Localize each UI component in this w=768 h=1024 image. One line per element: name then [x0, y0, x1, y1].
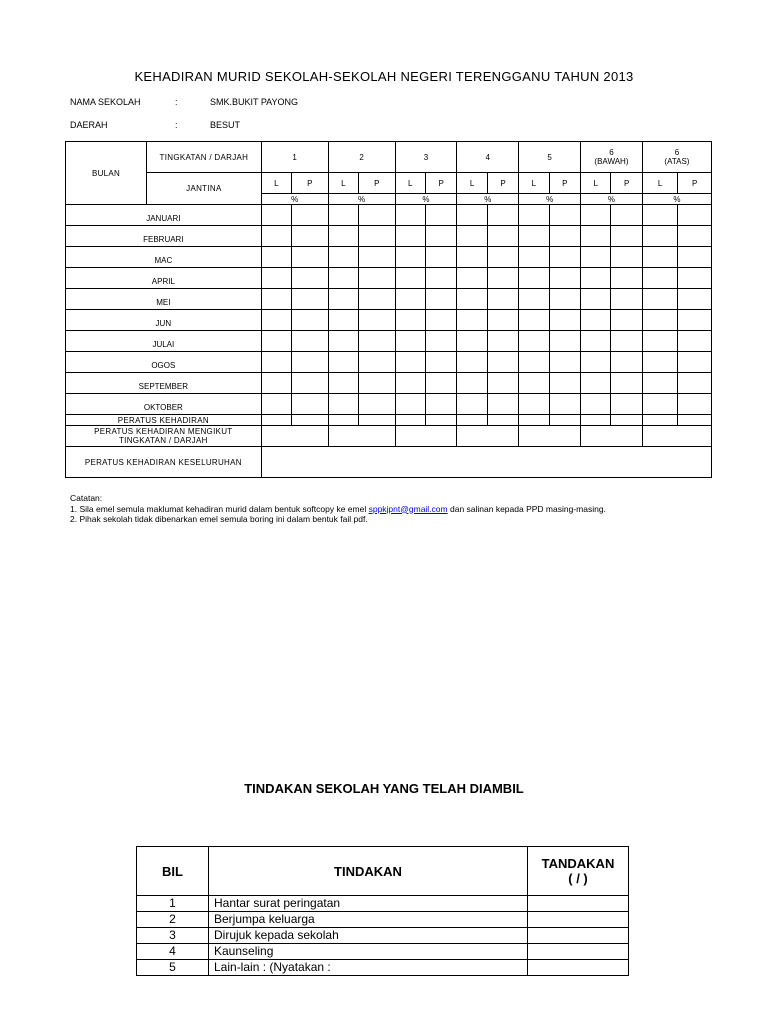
data-cell[interactable] [581, 247, 611, 268]
data-cell[interactable] [425, 247, 456, 268]
gender-l-header: L [642, 173, 677, 194]
peratus-kehadiran-label: PERATUS KEHADIRAN [66, 415, 262, 426]
data-cell[interactable] [328, 331, 358, 352]
data-cell[interactable] [395, 415, 425, 426]
data-cell[interactable] [678, 331, 712, 352]
district-value: BESUT [210, 120, 241, 130]
data-cell[interactable] [642, 268, 677, 289]
data-cell[interactable] [395, 268, 425, 289]
data-cell[interactable] [457, 415, 487, 426]
month-row [66, 268, 712, 289]
gender-p-header: P [487, 173, 518, 194]
action-tandakan-cell[interactable] [528, 928, 629, 944]
data-cell[interactable] [395, 373, 425, 394]
gender-l-header: L [328, 173, 358, 194]
action-tindakan: Hantar surat peringatan [209, 896, 528, 912]
month-row [66, 394, 712, 415]
gender-p-header: P [359, 173, 396, 194]
data-cell[interactable] [261, 268, 291, 289]
data-cell[interactable] [292, 331, 329, 352]
data-cell[interactable] [678, 205, 712, 226]
data-cell[interactable] [395, 226, 425, 247]
data-cell[interactable] [611, 226, 642, 247]
action-bil: 2 [137, 912, 209, 928]
data-cell[interactable] [328, 310, 358, 331]
grade-percent-cell[interactable] [457, 426, 519, 447]
data-cell[interactable] [549, 352, 580, 373]
data-cell[interactable] [457, 394, 487, 415]
month-label: APRIL [66, 268, 262, 289]
data-cell[interactable] [642, 373, 677, 394]
grade-header-1: 1 [261, 142, 328, 173]
grade-percent-cell[interactable] [328, 426, 395, 447]
district-separator: : [175, 120, 178, 130]
data-cell[interactable] [292, 247, 329, 268]
data-cell[interactable] [519, 205, 549, 226]
month-row [66, 289, 712, 310]
bil-header: BIL [137, 847, 209, 896]
data-cell[interactable] [611, 373, 642, 394]
action-table [136, 846, 629, 976]
data-cell[interactable] [425, 415, 456, 426]
data-cell[interactable] [487, 394, 518, 415]
gender-l-header: L [261, 173, 291, 194]
data-cell[interactable] [261, 247, 291, 268]
data-cell[interactable] [359, 331, 396, 352]
data-cell[interactable] [425, 205, 456, 226]
peratus-mengikut-label: PERATUS KEHADIRAN MENGIKUT TINGKATAN / DARJAH [66, 426, 262, 447]
month-label: JUN [66, 310, 262, 331]
data-cell[interactable] [457, 205, 487, 226]
data-cell[interactable] [487, 205, 518, 226]
data-cell[interactable] [519, 373, 549, 394]
data-cell[interactable] [678, 415, 712, 426]
month-row [66, 247, 712, 268]
month-label: FEBRUARI [66, 226, 262, 247]
data-cell[interactable] [611, 268, 642, 289]
school-name-value: SMK.BUKIT PAYONG [210, 97, 299, 107]
data-cell[interactable] [549, 247, 580, 268]
data-cell[interactable] [549, 268, 580, 289]
action-row [137, 896, 629, 912]
data-cell[interactable] [581, 331, 611, 352]
data-cell[interactable] [678, 310, 712, 331]
peratus-keseluruhan-label: PERATUS KEHADIRAN KESELURUHAN [66, 447, 262, 478]
data-cell[interactable] [519, 352, 549, 373]
action-row [137, 928, 629, 944]
data-cell[interactable] [261, 415, 291, 426]
gender-l-header: L [519, 173, 549, 194]
month-label: MEI [66, 289, 262, 310]
data-cell[interactable] [292, 226, 329, 247]
data-cell[interactable] [395, 394, 425, 415]
data-cell[interactable] [487, 247, 518, 268]
data-cell[interactable] [292, 394, 329, 415]
data-cell[interactable] [395, 205, 425, 226]
data-cell[interactable] [292, 310, 329, 331]
data-cell[interactable] [611, 205, 642, 226]
data-cell[interactable] [519, 289, 549, 310]
data-cell[interactable] [395, 331, 425, 352]
data-cell[interactable] [395, 289, 425, 310]
district-label: DAERAH [70, 120, 108, 130]
data-cell[interactable] [581, 268, 611, 289]
data-cell[interactable] [611, 331, 642, 352]
data-cell[interactable] [678, 394, 712, 415]
gender-l-header: L [395, 173, 425, 194]
data-cell[interactable] [292, 373, 329, 394]
data-cell[interactable] [611, 415, 642, 426]
data-cell[interactable] [261, 289, 291, 310]
data-cell[interactable] [487, 268, 518, 289]
gender-p-header: P [425, 173, 456, 194]
note-2: 2. Pihak sekolah tidak dibenarkan emel semula boring ini dalam bentuk fail pdf. [70, 514, 368, 524]
data-cell[interactable] [581, 394, 611, 415]
percent-header: % [328, 194, 395, 205]
gender-p-header: P [611, 173, 642, 194]
data-cell[interactable] [549, 394, 580, 415]
data-cell[interactable] [328, 352, 358, 373]
overall-percent-cell[interactable] [261, 447, 711, 478]
data-cell[interactable] [395, 247, 425, 268]
grade-percent-cell[interactable] [581, 426, 643, 447]
data-cell[interactable] [611, 394, 642, 415]
month-row [66, 310, 712, 331]
month-label: OGOS [66, 352, 262, 373]
notes-heading: Catatan: [70, 493, 103, 503]
percent-header: % [642, 194, 711, 205]
data-cell[interactable] [425, 373, 456, 394]
data-cell[interactable] [359, 289, 396, 310]
data-cell[interactable] [457, 352, 487, 373]
data-cell[interactable] [359, 310, 396, 331]
data-cell[interactable] [642, 289, 677, 310]
peratus-keseluruhan-row [66, 447, 712, 478]
data-cell[interactable] [678, 268, 712, 289]
action-tindakan: Lain-lain : (Nyatakan : [209, 960, 528, 976]
action-tindakan: Dirujuk kepada sekolah [209, 928, 528, 944]
data-cell[interactable] [425, 352, 456, 373]
data-cell[interactable] [487, 373, 518, 394]
page-title: KEHADIRAN MURID SEKOLAH-SEKOLAH NEGERI TERENGGANU TAHUN 2013 [134, 69, 634, 84]
jantina-header: JANTINA [147, 173, 262, 205]
data-cell[interactable] [642, 205, 677, 226]
data-cell[interactable] [611, 352, 642, 373]
action-tandakan-cell[interactable] [528, 896, 629, 912]
data-cell[interactable] [678, 226, 712, 247]
data-cell[interactable] [359, 226, 396, 247]
data-cell[interactable] [261, 394, 291, 415]
grade-header-5: 5 [519, 142, 581, 173]
data-cell[interactable] [487, 415, 518, 426]
data-cell[interactable] [328, 268, 358, 289]
email-link[interactable]: sppkjpnt@gmail.com [368, 503, 448, 514]
month-label: JANUARI [66, 205, 262, 226]
data-cell[interactable] [678, 289, 712, 310]
month-label: OKTOBER [66, 394, 262, 415]
percent-header: % [395, 194, 457, 205]
data-cell[interactable] [549, 373, 580, 394]
data-cell[interactable] [549, 226, 580, 247]
data-cell[interactable] [328, 289, 358, 310]
percent-header: % [581, 194, 643, 205]
tingkatan-header: TINGKATAN / DARJAH [147, 142, 262, 173]
data-cell[interactable] [487, 352, 518, 373]
data-cell[interactable] [395, 352, 425, 373]
data-cell[interactable] [328, 247, 358, 268]
data-cell[interactable] [549, 289, 580, 310]
data-cell[interactable] [678, 352, 712, 373]
action-bil: 3 [137, 928, 209, 944]
data-cell[interactable] [328, 205, 358, 226]
attendance-table [65, 141, 712, 478]
data-cell[interactable] [581, 415, 611, 426]
grade-percent-cell[interactable] [395, 426, 457, 447]
data-cell[interactable] [581, 310, 611, 331]
data-cell[interactable] [292, 289, 329, 310]
data-cell[interactable] [457, 268, 487, 289]
data-cell[interactable] [581, 226, 611, 247]
data-cell[interactable] [359, 394, 396, 415]
data-cell[interactable] [457, 247, 487, 268]
month-label: SEPTEMBER [66, 373, 262, 394]
month-row [66, 331, 712, 352]
data-cell[interactable] [457, 289, 487, 310]
action-tindakan: Kaunseling [209, 944, 528, 960]
month-row [66, 205, 712, 226]
gender-p-header: P [549, 173, 580, 194]
action-row [137, 960, 629, 976]
data-cell[interactable] [359, 268, 396, 289]
data-cell[interactable] [457, 226, 487, 247]
gender-l-header: L [581, 173, 611, 194]
data-cell[interactable] [519, 415, 549, 426]
data-cell[interactable] [611, 247, 642, 268]
data-cell[interactable] [261, 352, 291, 373]
data-cell[interactable] [642, 394, 677, 415]
gender-p-header: P [292, 173, 329, 194]
data-cell[interactable] [642, 310, 677, 331]
action-row [137, 912, 629, 928]
data-cell[interactable] [487, 331, 518, 352]
gender-p-header: P [678, 173, 712, 194]
action-tandakan-cell[interactable] [528, 960, 629, 976]
data-cell[interactable] [261, 226, 291, 247]
data-cell[interactable] [519, 394, 549, 415]
data-cell[interactable] [678, 247, 712, 268]
data-cell[interactable] [519, 247, 549, 268]
school-name-separator: : [175, 97, 178, 107]
percent-header: % [457, 194, 519, 205]
data-cell[interactable] [581, 373, 611, 394]
action-tandakan-cell[interactable] [528, 912, 629, 928]
data-cell[interactable] [425, 268, 456, 289]
data-cell[interactable] [519, 268, 549, 289]
data-cell[interactable] [328, 415, 358, 426]
grade-percent-cell[interactable] [642, 426, 711, 447]
data-cell[interactable] [519, 331, 549, 352]
tindakan-header: TINDAKAN [209, 847, 528, 896]
data-cell[interactable] [611, 310, 642, 331]
data-cell[interactable] [642, 226, 677, 247]
action-row [137, 944, 629, 960]
tandakan-header: TANDAKAN ( / ) [528, 847, 629, 896]
grade-percent-cell[interactable] [519, 426, 581, 447]
gender-l-header: L [457, 173, 487, 194]
data-cell[interactable] [457, 310, 487, 331]
percent-header: % [261, 194, 328, 205]
grade-header-4: 4 [457, 142, 519, 173]
data-cell[interactable] [261, 310, 291, 331]
data-cell[interactable] [487, 310, 518, 331]
notes [70, 493, 606, 525]
data-cell[interactable] [425, 226, 456, 247]
data-cell[interactable] [292, 268, 329, 289]
data-cell[interactable] [292, 415, 329, 426]
month-label: MAC [66, 247, 262, 268]
data-cell[interactable] [261, 205, 291, 226]
month-row [66, 373, 712, 394]
action-bil: 1 [137, 896, 209, 912]
data-cell[interactable] [395, 310, 425, 331]
action-title: TINDAKAN SEKOLAH YANG TELAH DIAMBIL [244, 781, 524, 796]
data-cell[interactable] [642, 415, 677, 426]
data-cell[interactable] [359, 247, 396, 268]
data-cell[interactable] [549, 310, 580, 331]
data-cell[interactable] [549, 205, 580, 226]
data-cell[interactable] [487, 226, 518, 247]
data-cell[interactable] [457, 373, 487, 394]
data-cell[interactable] [261, 373, 291, 394]
data-cell[interactable] [642, 247, 677, 268]
data-cell[interactable] [425, 394, 456, 415]
data-cell[interactable] [581, 289, 611, 310]
data-cell[interactable] [425, 310, 456, 331]
data-cell[interactable] [261, 331, 291, 352]
month-row [66, 226, 712, 247]
grade-header-6-bawah: 6 (BAWAH) [581, 142, 643, 173]
data-cell[interactable] [519, 226, 549, 247]
data-cell[interactable] [487, 289, 518, 310]
action-tindakan: Berjumpa keluarga [209, 912, 528, 928]
note-1: 1. Sila emel semula maklumat kehadiran murid dalam bentuk softcopy ke emel sppkjpnt@gmail.com dan salinan kepada PPD masing-masing. [70, 503, 606, 514]
month-label: JULAI [66, 331, 262, 352]
data-cell[interactable] [359, 352, 396, 373]
month-row [66, 352, 712, 373]
grade-header-3: 3 [395, 142, 457, 173]
data-cell[interactable] [519, 310, 549, 331]
school-name-label: NAMA SEKOLAH [70, 97, 141, 107]
grade-percent-cell[interactable] [261, 426, 328, 447]
peratus-kehadiran-row [66, 415, 712, 426]
grade-header-2: 2 [328, 142, 395, 173]
data-cell[interactable] [359, 373, 396, 394]
grade-header-6-atas: 6 (ATAS) [642, 142, 711, 173]
data-cell[interactable] [425, 331, 456, 352]
percent-header: % [519, 194, 581, 205]
data-cell[interactable] [328, 226, 358, 247]
action-bil: 4 [137, 944, 209, 960]
data-cell[interactable] [359, 205, 396, 226]
data-cell[interactable] [359, 415, 396, 426]
data-cell[interactable] [678, 373, 712, 394]
data-cell[interactable] [425, 289, 456, 310]
data-cell[interactable] [642, 331, 677, 352]
bulan-header: BULAN [66, 142, 147, 205]
data-cell[interactable] [549, 331, 580, 352]
data-cell[interactable] [292, 352, 329, 373]
action-bil: 5 [137, 960, 209, 976]
data-cell[interactable] [611, 289, 642, 310]
action-tandakan-cell[interactable] [528, 944, 629, 960]
data-cell[interactable] [328, 373, 358, 394]
data-cell[interactable] [549, 415, 580, 426]
data-cell[interactable] [457, 331, 487, 352]
peratus-mengikut-row [66, 426, 712, 447]
data-cell[interactable] [642, 352, 677, 373]
data-cell[interactable] [581, 352, 611, 373]
data-cell[interactable] [328, 394, 358, 415]
data-cell[interactable] [292, 205, 329, 226]
data-cell[interactable] [581, 205, 611, 226]
